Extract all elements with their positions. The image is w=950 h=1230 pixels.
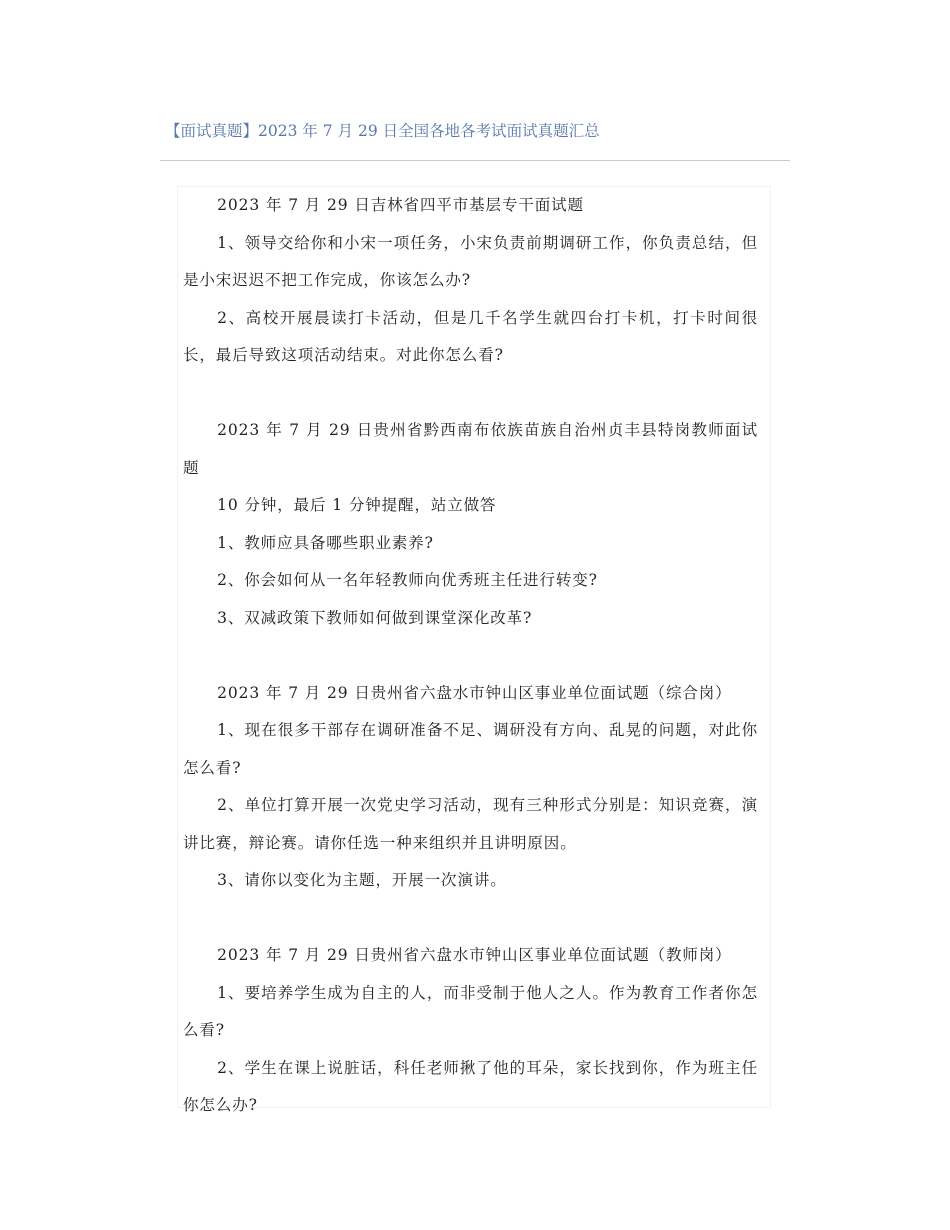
page-title: 【面试真题】2023 年 7 月 29 日全国各地各考试面试真题汇总 [165, 122, 600, 140]
section-heading: 2023 年 7 月 29 日贵州省黔西南布依族苗族自治州贞丰县特岗教师面试题 [183, 421, 758, 477]
section-heading: 2023 年 7 月 29 日贵州省六盘水市钟山区事业单位面试题（教师岗） [217, 946, 732, 964]
question-section-siping [183, 187, 758, 375]
question-item: 2、单位打算开展一次党史学习活动，现有三种形式分别是：知识竞赛，演讲比赛，辩论赛。请你任选一种来组织并且讲明原因。 [183, 796, 758, 852]
question-item: 3、双减政策下教师如何做到课堂深化改革? [217, 608, 533, 627]
question-item: 1、要培养学生成为自主的人，而非受制于他人之人。作为教育工作者你怎么看? [183, 983, 758, 1039]
question-section-zhenfeng [183, 412, 758, 637]
question-item: 3、请你以变化为主题，开展一次演讲。 [217, 871, 507, 889]
section-note: 10 分钟，最后 1 分钟提醒，站立做答 [217, 496, 497, 514]
title-divider [160, 160, 790, 161]
question-item: 2、学生在课上说脏话，科任老师揪了他的耳朵，家长找到你，作为班主任你怎么办? [183, 1058, 758, 1114]
question-item: 1、教师应具备哪些职业素养? [217, 533, 434, 552]
section-heading: 2023 年 7 月 29 日吉林省四平市基层专干面试题 [217, 196, 584, 214]
section-heading: 2023 年 7 月 29 日贵州省六盘水市钟山区事业单位面试题（综合岗） [217, 683, 732, 702]
question-item: 2、你会如何从一名年轻教师向优秀班主任进行转变? [217, 571, 598, 589]
question-item: 1、现在很多干部存在调研准备不足、调研没有方向、乱晃的问题，对此你怎么看? [183, 721, 758, 777]
question-section-zhongshan-teacher [183, 937, 758, 1125]
article-body [177, 186, 771, 1114]
question-item: 1、领导交给你和小宋一项任务，小宋负责前期调研工作，你负责总结，但是小宋迟迟不把工作完成，你该怎么办? [183, 233, 758, 289]
question-section-zhongshan-general [183, 675, 758, 900]
question-item: 2、高校开展晨读打卡活动，但是几千名学生就四台打卡机，打卡时间很长，最后导致这项活动结束。对此你怎么看? [183, 308, 758, 364]
